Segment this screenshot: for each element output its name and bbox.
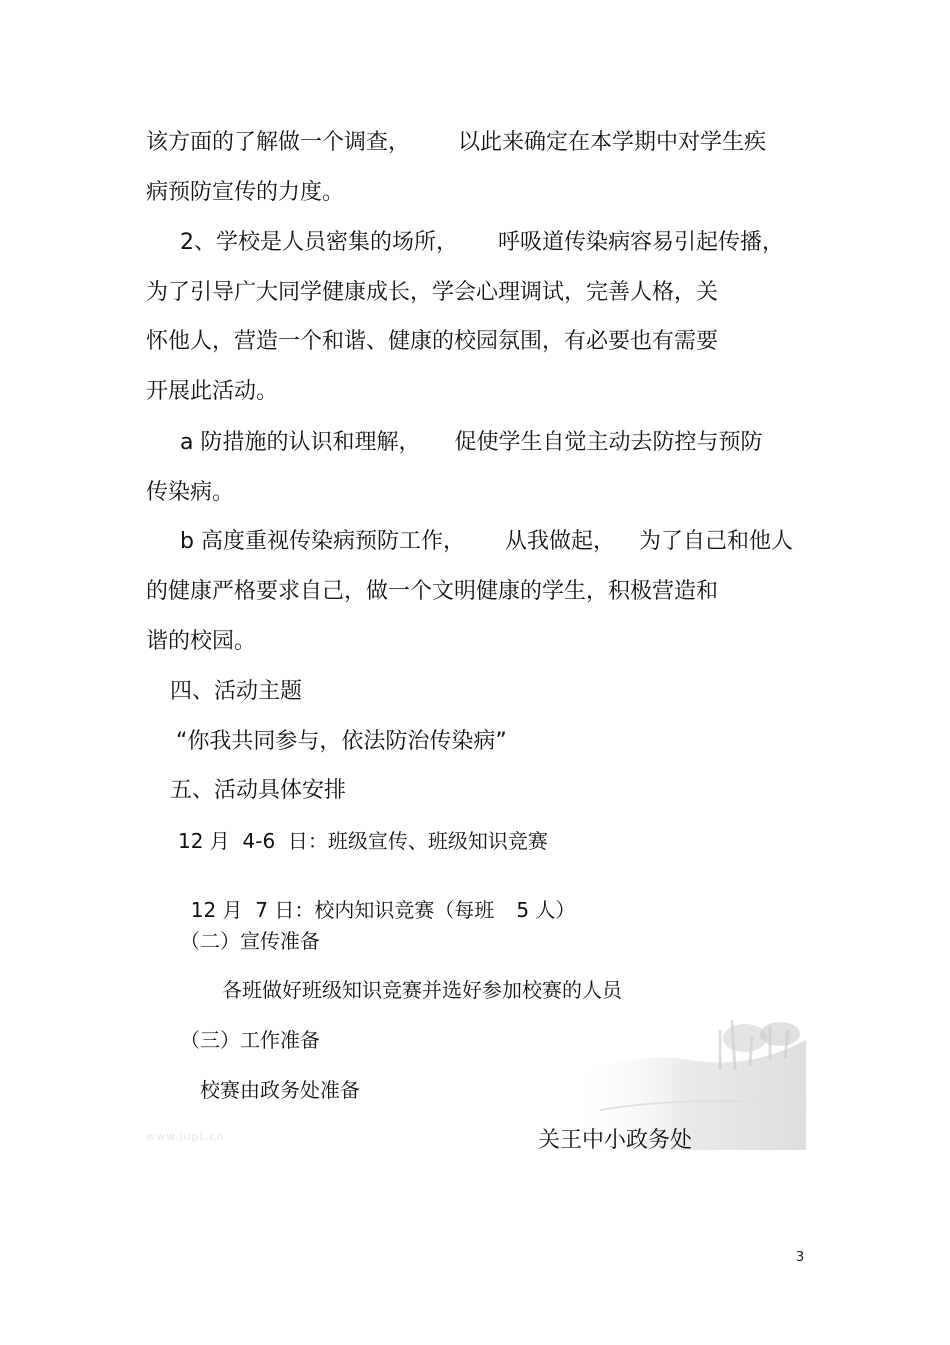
paragraph-2-line-4: 开展此活动。 bbox=[146, 379, 279, 404]
text-segment: 促使学生自觉主动去防控与预防 bbox=[454, 430, 763, 455]
text-segment: 12 月 7 日：校内知识竞赛（每班 bbox=[190, 898, 495, 922]
work-text: 校赛由政务处准备 bbox=[200, 1078, 360, 1102]
paragraph-2-line-2: 为了引导广大同学健康成长，学会心理调试，完善人格，关 bbox=[146, 280, 719, 305]
paragraph-1-line-1 bbox=[146, 132, 766, 154]
text-segment: 以此来确定在本学期中对学生疾 bbox=[458, 130, 767, 155]
schedule-item-1: 12 月 4-6 日：班级宣传、班级知识竞赛 bbox=[178, 829, 548, 853]
page-number: 3 bbox=[796, 1250, 805, 1265]
schedule-heading: 五、活动具体安排 bbox=[170, 778, 347, 803]
prep-heading: （二）宣传准备 bbox=[180, 929, 320, 953]
schedule-item-2 bbox=[178, 880, 575, 920]
paragraph-4-line-1 bbox=[180, 531, 793, 553]
paragraph-3-line-1 bbox=[180, 432, 763, 454]
text-segment: 5 人） bbox=[516, 898, 576, 922]
text-segment: 2、学校是人员密集的场所， bbox=[180, 230, 458, 255]
work-heading: （三）工作准备 bbox=[180, 1028, 320, 1052]
signature: 关王中小政务处 bbox=[538, 1128, 693, 1153]
paragraph-2-line-1 bbox=[180, 232, 784, 254]
prep-text: 各班做好班级知识竞赛并选好参加校赛的人员 bbox=[222, 978, 622, 1002]
text-segment: 为了自己和他人 bbox=[638, 529, 793, 554]
paragraph-4-line-3: 谐的校园。 bbox=[146, 629, 257, 654]
paragraph-3-line-2: 传染病。 bbox=[146, 480, 235, 505]
paragraph-2-line-3: 怀他人，营造一个和谐、健康的校园氛围，有必要也有需要 bbox=[146, 329, 719, 354]
text-segment: a 防措施的认识和理解， bbox=[180, 430, 421, 455]
text-segment: 该方面的了解做一个调查， bbox=[146, 130, 411, 155]
theme-text: “你我共同参与，依法防治传染病” bbox=[176, 729, 507, 754]
paragraph-1-line-2: 病预防宣传的力度。 bbox=[146, 180, 345, 205]
paragraph-4-line-2: 的健康严格要求自己，做一个文明健康的学生，积极营造和 bbox=[146, 579, 719, 604]
theme-heading: 四、活动主题 bbox=[170, 679, 303, 704]
watermark-url: www.jupt.cn bbox=[146, 1130, 225, 1143]
text-segment: 呼吸道传染病容易引起传播， bbox=[498, 230, 785, 255]
text-segment: b 高度重视传染病预防工作， bbox=[180, 529, 465, 554]
text-segment: 从我做起， bbox=[504, 529, 615, 554]
